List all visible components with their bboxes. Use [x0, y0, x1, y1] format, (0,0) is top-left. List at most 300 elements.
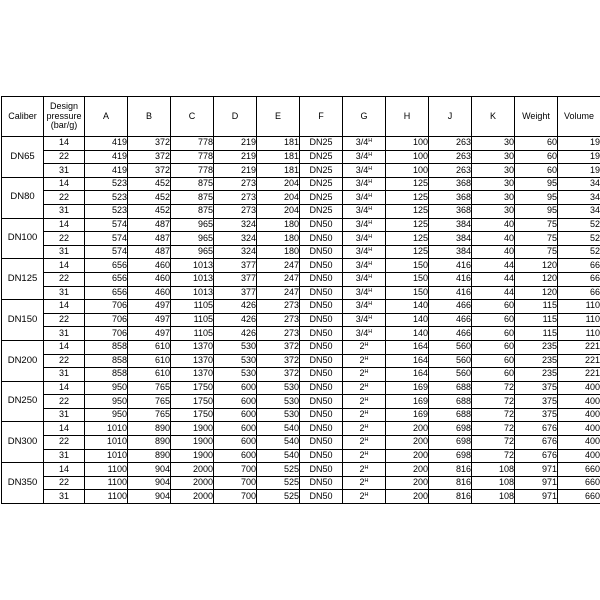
col-weight-cell: 375: [515, 395, 558, 409]
col-k-cell: 72: [472, 408, 515, 422]
thread-size: 3/4: [355, 137, 369, 148]
col-f-cell: DN50: [300, 300, 343, 314]
col-j-cell: 688: [429, 381, 472, 395]
col-a-cell: 706: [85, 300, 128, 314]
col-a-cell: 419: [85, 164, 128, 178]
col-e-cell: 180: [257, 232, 300, 246]
col-weight-cell: 235: [515, 340, 558, 354]
thread-suffix: H: [368, 287, 373, 294]
thread-size: 2: [359, 382, 365, 393]
col-g-cell: [343, 245, 386, 259]
thread-size: 3/4: [355, 150, 369, 161]
thread-size: 3/4: [355, 232, 369, 243]
col-f-cell: DN50: [300, 340, 343, 354]
header-weight: Weight: [515, 97, 558, 137]
col-g-cell: [343, 395, 386, 409]
col-j-cell: 263: [429, 164, 472, 178]
header-b: B: [128, 97, 171, 137]
col-h-cell: 150: [386, 259, 429, 273]
table-row: [2, 177, 600, 191]
col-h-cell: 169: [386, 408, 429, 422]
col-d-cell: 426: [214, 300, 257, 314]
table-row: [2, 232, 600, 246]
col-f-cell: DN50: [300, 218, 343, 232]
table-row: [2, 300, 600, 314]
col-e-cell: 540: [257, 436, 300, 450]
col-g-cell: [343, 368, 386, 382]
col-volume-cell: 19: [558, 137, 600, 151]
pressure-cell: 14: [44, 381, 85, 395]
col-weight-cell: 60: [515, 150, 558, 164]
pressure-cell: 14: [44, 218, 85, 232]
col-c-cell: 875: [171, 204, 214, 218]
col-g-cell: [343, 463, 386, 477]
col-d-cell: 530: [214, 368, 257, 382]
col-f-cell: DN25: [300, 150, 343, 164]
col-weight-cell: 75: [515, 245, 558, 259]
col-a-cell: 858: [85, 354, 128, 368]
col-k-cell: 60: [472, 300, 515, 314]
col-g-cell: [343, 150, 386, 164]
table-row: [2, 137, 600, 151]
col-a-cell: 1100: [85, 490, 128, 504]
pressure-cell: 31: [44, 164, 85, 178]
col-volume-cell: 52: [558, 232, 600, 246]
col-f-cell: DN50: [300, 245, 343, 259]
thread-suffix: H: [364, 478, 369, 485]
col-volume-cell: 400: [558, 408, 600, 422]
thread-suffix: H: [368, 165, 373, 172]
col-h-cell: 125: [386, 191, 429, 205]
col-c-cell: 1105: [171, 300, 214, 314]
thread-size: 2: [359, 354, 365, 365]
col-e-cell: 247: [257, 286, 300, 300]
col-c-cell: 965: [171, 218, 214, 232]
col-d-cell: 600: [214, 436, 257, 450]
thread-size: 2: [359, 422, 365, 433]
header-g: G: [343, 97, 386, 137]
col-k-cell: 30: [472, 204, 515, 218]
pressure-cell: 14: [44, 259, 85, 273]
col-k-cell: 44: [472, 286, 515, 300]
col-e-cell: 181: [257, 150, 300, 164]
col-d-cell: 377: [214, 286, 257, 300]
header-d: D: [214, 97, 257, 137]
thread-suffix: H: [368, 192, 373, 199]
thread-suffix: H: [364, 451, 369, 457]
col-a-cell: 419: [85, 150, 128, 164]
col-h-cell: 125: [386, 245, 429, 259]
col-a-cell: 574: [85, 232, 128, 246]
thread-suffix: H: [368, 301, 373, 308]
col-a-cell: 523: [85, 177, 128, 191]
thread-suffix: H: [364, 410, 369, 417]
col-f-cell: DN50: [300, 463, 343, 477]
table-body: [2, 137, 600, 504]
col-weight-cell: 75: [515, 218, 558, 232]
caliber-cell: DN300: [2, 422, 44, 463]
thread-size: 2: [359, 463, 365, 474]
col-volume-cell: 110: [558, 313, 600, 327]
caliber-cell: DN65: [2, 137, 44, 178]
col-k-cell: 108: [472, 490, 515, 504]
header-c: C: [171, 97, 214, 137]
col-j-cell: 698: [429, 449, 472, 463]
col-g-cell: [343, 422, 386, 436]
col-volume-cell: 34: [558, 177, 600, 191]
col-f-cell: DN50: [300, 354, 343, 368]
thread-suffix: H: [364, 464, 369, 471]
table-row: [2, 272, 600, 286]
spec-table: [1, 96, 600, 504]
thread-size: 2: [359, 341, 365, 352]
thread-size: 3/4: [355, 178, 369, 189]
col-h-cell: 100: [386, 150, 429, 164]
pressure-cell: 31: [44, 408, 85, 422]
col-j-cell: 560: [429, 340, 472, 354]
col-volume-cell: 34: [558, 204, 600, 218]
col-d-cell: 600: [214, 449, 257, 463]
col-b-cell: 904: [128, 463, 171, 477]
col-k-cell: 72: [472, 422, 515, 436]
col-a-cell: 950: [85, 408, 128, 422]
col-e-cell: 525: [257, 463, 300, 477]
col-j-cell: 698: [429, 436, 472, 450]
thread-suffix: H: [364, 423, 369, 430]
col-c-cell: 875: [171, 191, 214, 205]
pressure-cell: 14: [44, 137, 85, 151]
col-volume-cell: 660: [558, 476, 600, 490]
col-k-cell: 72: [472, 436, 515, 450]
col-e-cell: 204: [257, 204, 300, 218]
thread-suffix: H: [368, 260, 373, 267]
col-c-cell: 1105: [171, 327, 214, 341]
thread-size: 2: [359, 409, 365, 420]
col-c-cell: 1900: [171, 449, 214, 463]
thread-size: 2: [359, 368, 365, 379]
col-weight-cell: 95: [515, 204, 558, 218]
col-k-cell: 72: [472, 395, 515, 409]
col-b-cell: 765: [128, 381, 171, 395]
col-c-cell: 1900: [171, 422, 214, 436]
table-row: [2, 368, 600, 382]
col-h-cell: 169: [386, 381, 429, 395]
col-d-cell: 324: [214, 218, 257, 232]
col-j-cell: 368: [429, 177, 472, 191]
col-weight-cell: 115: [515, 300, 558, 314]
col-c-cell: 1750: [171, 408, 214, 422]
col-f-cell: DN50: [300, 490, 343, 504]
col-h-cell: 164: [386, 340, 429, 354]
col-j-cell: 384: [429, 232, 472, 246]
col-k-cell: 30: [472, 137, 515, 151]
col-k-cell: 60: [472, 340, 515, 354]
table-row: [2, 286, 600, 300]
caliber-cell: DN125: [2, 259, 44, 300]
col-d-cell: 273: [214, 191, 257, 205]
thread-suffix: H: [364, 383, 369, 390]
col-k-cell: 30: [472, 164, 515, 178]
thread-size: 2: [359, 450, 365, 460]
col-j-cell: 263: [429, 150, 472, 164]
col-g-cell: [343, 164, 386, 178]
col-b-cell: 460: [128, 272, 171, 286]
col-b-cell: 765: [128, 395, 171, 409]
col-c-cell: 1750: [171, 381, 214, 395]
col-f-cell: DN50: [300, 476, 343, 490]
col-h-cell: 140: [386, 327, 429, 341]
col-g-cell: [343, 300, 386, 314]
col-b-cell: 497: [128, 327, 171, 341]
thread-size: 3/4: [355, 286, 369, 297]
thread-size: 3/4: [355, 273, 369, 284]
thread-suffix: H: [368, 219, 373, 226]
col-weight-cell: 971: [515, 476, 558, 490]
pressure-cell: 31: [44, 204, 85, 218]
pressure-cell: 22: [44, 436, 85, 450]
col-weight-cell: 75: [515, 232, 558, 246]
col-weight-cell: 60: [515, 137, 558, 151]
col-k-cell: 60: [472, 327, 515, 341]
thread-suffix: H: [368, 151, 373, 158]
col-f-cell: DN50: [300, 232, 343, 246]
col-e-cell: 372: [257, 340, 300, 354]
table-row: [2, 164, 600, 178]
col-d-cell: 219: [214, 164, 257, 178]
col-g-cell: [343, 476, 386, 490]
col-k-cell: 72: [472, 449, 515, 463]
col-g-cell: [343, 313, 386, 327]
col-k-cell: 108: [472, 463, 515, 477]
col-g-cell: [343, 204, 386, 218]
col-h-cell: 125: [386, 177, 429, 191]
pressure-cell: 14: [44, 177, 85, 191]
col-b-cell: 890: [128, 449, 171, 463]
col-f-cell: DN50: [300, 408, 343, 422]
pressure-cell: 22: [44, 150, 85, 164]
col-j-cell: 560: [429, 354, 472, 368]
col-k-cell: 60: [472, 313, 515, 327]
col-a-cell: 523: [85, 191, 128, 205]
col-h-cell: 150: [386, 272, 429, 286]
col-f-cell: DN50: [300, 368, 343, 382]
col-k-cell: 40: [472, 232, 515, 246]
col-f-cell: DN25: [300, 177, 343, 191]
pressure-cell: 31: [44, 490, 85, 504]
col-c-cell: 1370: [171, 354, 214, 368]
col-b-cell: 372: [128, 137, 171, 151]
header-a: A: [85, 97, 128, 137]
col-weight-cell: 95: [515, 177, 558, 191]
col-c-cell: 1900: [171, 436, 214, 450]
col-h-cell: 200: [386, 422, 429, 436]
thread-size: 3/4: [355, 300, 369, 311]
table-row: [2, 218, 600, 232]
col-d-cell: 219: [214, 137, 257, 151]
col-d-cell: 273: [214, 204, 257, 218]
col-a-cell: 706: [85, 313, 128, 327]
col-volume-cell: 660: [558, 463, 600, 477]
col-volume-cell: 52: [558, 218, 600, 232]
col-b-cell: 487: [128, 245, 171, 259]
pressure-cell: 22: [44, 395, 85, 409]
col-g-cell: [343, 449, 386, 463]
col-j-cell: 688: [429, 408, 472, 422]
table-row: [2, 436, 600, 450]
col-j-cell: 384: [429, 218, 472, 232]
col-g-cell: [343, 286, 386, 300]
col-weight-cell: 375: [515, 408, 558, 422]
col-g-cell: [343, 490, 386, 504]
col-c-cell: 875: [171, 177, 214, 191]
col-j-cell: 698: [429, 422, 472, 436]
col-a-cell: 656: [85, 259, 128, 273]
col-d-cell: 700: [214, 490, 257, 504]
thread-suffix: H: [364, 491, 369, 498]
header-caliber: Caliber: [2, 97, 44, 137]
thread-suffix: H: [368, 206, 373, 213]
col-d-cell: 600: [214, 395, 257, 409]
col-j-cell: 416: [429, 286, 472, 300]
thread-size: 3/4: [355, 164, 369, 175]
col-f-cell: DN50: [300, 449, 343, 463]
col-h-cell: 200: [386, 476, 429, 490]
col-e-cell: 247: [257, 259, 300, 273]
col-d-cell: 530: [214, 354, 257, 368]
col-b-cell: 497: [128, 300, 171, 314]
col-k-cell: 30: [472, 150, 515, 164]
col-j-cell: 688: [429, 395, 472, 409]
pressure-cell: 31: [44, 449, 85, 463]
col-a-cell: 1100: [85, 476, 128, 490]
col-h-cell: 140: [386, 313, 429, 327]
col-a-cell: 858: [85, 340, 128, 354]
col-b-cell: 497: [128, 313, 171, 327]
col-k-cell: 108: [472, 476, 515, 490]
caliber-cell: DN100: [2, 218, 44, 259]
col-k-cell: 40: [472, 218, 515, 232]
col-volume-cell: 400: [558, 449, 600, 463]
pressure-cell: 14: [44, 300, 85, 314]
pressure-cell: 22: [44, 354, 85, 368]
col-j-cell: 466: [429, 313, 472, 327]
col-a-cell: 656: [85, 272, 128, 286]
col-j-cell: 416: [429, 272, 472, 286]
col-e-cell: 530: [257, 408, 300, 422]
thread-suffix: H: [364, 355, 369, 362]
col-volume-cell: 400: [558, 381, 600, 395]
col-weight-cell: 120: [515, 272, 558, 286]
col-k-cell: 60: [472, 368, 515, 382]
col-e-cell: 181: [257, 137, 300, 151]
table-row: [2, 381, 600, 395]
thread-suffix: H: [364, 396, 369, 403]
thread-suffix: H: [364, 437, 369, 444]
header-e: E: [257, 97, 300, 137]
header-f: F: [300, 97, 343, 137]
col-c-cell: 1013: [171, 259, 214, 273]
table-row: [2, 449, 600, 463]
thread-suffix: H: [368, 274, 373, 281]
col-a-cell: 950: [85, 395, 128, 409]
col-b-cell: 452: [128, 204, 171, 218]
col-j-cell: 816: [429, 490, 472, 504]
col-g-cell: [343, 327, 386, 341]
col-f-cell: DN50: [300, 313, 343, 327]
header-row: [2, 97, 600, 137]
col-c-cell: 1013: [171, 272, 214, 286]
col-c-cell: 778: [171, 137, 214, 151]
col-a-cell: 1100: [85, 463, 128, 477]
pressure-cell: 22: [44, 272, 85, 286]
pressure-cell: 14: [44, 340, 85, 354]
pressure-cell: 22: [44, 476, 85, 490]
col-h-cell: 150: [386, 286, 429, 300]
thread-size: 2: [359, 477, 365, 488]
col-f-cell: DN25: [300, 191, 343, 205]
col-f-cell: DN50: [300, 422, 343, 436]
header-h: H: [386, 97, 429, 137]
col-a-cell: 1010: [85, 436, 128, 450]
col-weight-cell: 676: [515, 449, 558, 463]
col-c-cell: 965: [171, 232, 214, 246]
col-g-cell: [343, 340, 386, 354]
col-b-cell: 904: [128, 476, 171, 490]
col-g-cell: [343, 436, 386, 450]
col-j-cell: 816: [429, 463, 472, 477]
col-volume-cell: 400: [558, 422, 600, 436]
col-g-cell: [343, 408, 386, 422]
col-g-cell: [343, 381, 386, 395]
col-c-cell: 778: [171, 150, 214, 164]
col-volume-cell: 66: [558, 259, 600, 273]
col-k-cell: 40: [472, 245, 515, 259]
col-volume-cell: 221: [558, 368, 600, 382]
col-h-cell: 200: [386, 490, 429, 504]
col-d-cell: 700: [214, 476, 257, 490]
col-volume-cell: 660: [558, 490, 600, 504]
table-row: [2, 191, 600, 205]
col-b-cell: 765: [128, 408, 171, 422]
col-h-cell: 100: [386, 137, 429, 151]
col-volume-cell: 221: [558, 354, 600, 368]
table-row: [2, 340, 600, 354]
col-weight-cell: 375: [515, 381, 558, 395]
col-k-cell: 44: [472, 259, 515, 273]
col-j-cell: 368: [429, 204, 472, 218]
col-a-cell: 574: [85, 218, 128, 232]
col-b-cell: 372: [128, 164, 171, 178]
thread-suffix: H: [368, 315, 373, 322]
col-g-cell: [343, 259, 386, 273]
thread-size: 3/4: [355, 327, 369, 338]
pressure-cell: 31: [44, 245, 85, 259]
col-c-cell: 1370: [171, 340, 214, 354]
col-j-cell: 466: [429, 300, 472, 314]
col-c-cell: 1105: [171, 313, 214, 327]
col-c-cell: 965: [171, 245, 214, 259]
thread-size: 3/4: [355, 246, 369, 257]
table-row: [2, 259, 600, 273]
col-b-cell: 610: [128, 368, 171, 382]
col-b-cell: 890: [128, 436, 171, 450]
col-g-cell: [343, 218, 386, 232]
thread-suffix: H: [368, 179, 373, 186]
table-row: [2, 313, 600, 327]
col-e-cell: 181: [257, 164, 300, 178]
col-b-cell: 610: [128, 354, 171, 368]
col-h-cell: 140: [386, 300, 429, 314]
